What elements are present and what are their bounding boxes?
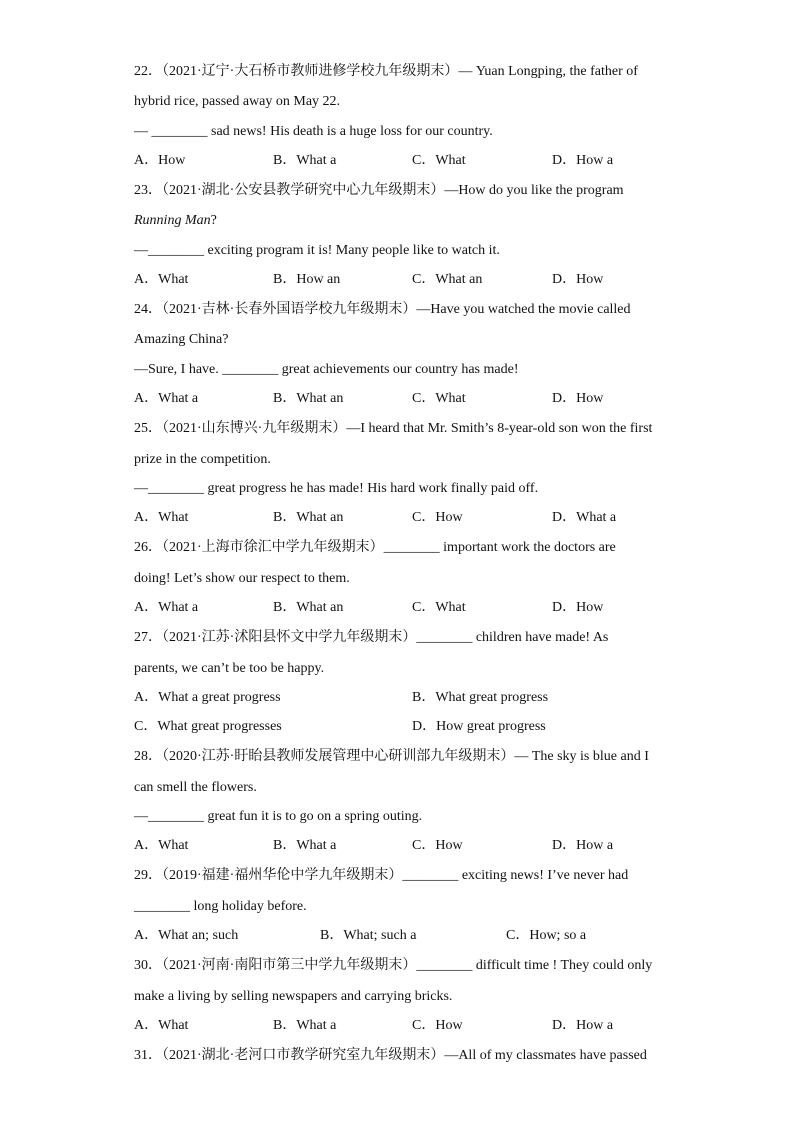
q26-option-b[interactable]: B．What an xyxy=(273,600,344,615)
q25-line-2: prize in the competition. xyxy=(134,452,271,467)
q28-line-1: 28．（2020·江苏·盱眙县教师发展管理中心研训部九年级期末）— The sky is blue and I xyxy=(134,749,649,764)
q22-option-d[interactable]: D．How a xyxy=(552,153,614,168)
q24-option-d[interactable]: D．How xyxy=(552,391,604,406)
q27-options-row-1 xyxy=(134,689,694,707)
q23-line-1: 23．（2021·湖北·公安县教学研究中心九年级期末）—How do you like the program xyxy=(134,183,624,198)
q27-options-row-2 xyxy=(134,718,694,736)
q29-line-2: ________ long holiday before. xyxy=(134,899,307,914)
q28-option-b[interactable]: B．What a xyxy=(273,838,337,853)
q22-option-c[interactable]: C．What xyxy=(412,153,466,168)
q28-option-d[interactable]: D．How a xyxy=(552,838,614,853)
q22-line-3: — ________ sad news! His death is a huge loss for our country. xyxy=(134,124,493,139)
q22-line-2: hybrid rice, passed away on May 22. xyxy=(134,94,341,109)
q27-line-1: 27．（2021·江苏·沭阳县怀文中学九年级期末）________ children have made! As xyxy=(134,630,609,645)
q27-option-a[interactable]: A．What a great progress xyxy=(134,690,281,705)
q29-option-a[interactable]: A．What an; such xyxy=(134,928,239,943)
q28-option-c[interactable]: C．How xyxy=(412,838,463,853)
q29-option-c[interactable]: C．How; so a xyxy=(506,928,587,943)
q24-option-a[interactable]: A．What a xyxy=(134,391,199,406)
q26-line-1: 26．（2021·上海市徐汇中学九年级期末）________ important work the doctors are xyxy=(134,540,616,555)
q22-option-b[interactable]: B．What a xyxy=(273,153,337,168)
q30-options xyxy=(134,1017,694,1035)
q29-options xyxy=(134,927,694,945)
q23-option-c[interactable]: C．What an xyxy=(412,272,483,287)
q25-option-d[interactable]: D．What a xyxy=(552,510,617,525)
q30-option-b[interactable]: B．What a xyxy=(273,1018,337,1033)
q30-line-1: 30．（2021·河南·南阳市第三中学九年级期末）________ difficult time ! They could only xyxy=(134,958,653,973)
q22-options xyxy=(134,152,694,170)
q24-line-2: Amazing China? xyxy=(134,332,229,347)
q26-option-c[interactable]: C．What xyxy=(412,600,466,615)
q24-option-c[interactable]: C．What xyxy=(412,391,466,406)
q29-line-1: 29．（2019·福建·福州华伦中学九年级期末）________ exciting news! I’ve never had xyxy=(134,868,629,883)
q24-line-3: —Sure, I have. ________ great achievements our country has made! xyxy=(134,362,519,377)
q27-line-2: parents, we can’t be too be happy. xyxy=(134,661,325,676)
q30-option-c[interactable]: C．How xyxy=(412,1018,463,1033)
q27-option-d[interactable]: D．How great progress xyxy=(412,719,546,734)
q29-option-b[interactable]: B．What; such a xyxy=(320,928,417,943)
q23-question-mark: ? xyxy=(210,213,217,228)
q28-options xyxy=(134,837,694,855)
q31-line-1: 31．（2021·湖北·老河口市教学研究室九年级期末）—All of my classmates have passed xyxy=(134,1048,647,1063)
q23-options xyxy=(134,271,694,289)
q26-option-d[interactable]: D．How xyxy=(552,600,604,615)
q23-option-b[interactable]: B．How an xyxy=(273,272,341,287)
q23-program-title: Running Man xyxy=(134,213,211,228)
q23-line-2 xyxy=(134,212,217,230)
q30-option-d[interactable]: D．How a xyxy=(552,1018,614,1033)
q22-option-a[interactable]: A．How xyxy=(134,153,186,168)
q26-line-2: doing! Let’s show our respect to them. xyxy=(134,571,350,586)
q25-line-3: —________ great progress he has made! His hard work finally paid off. xyxy=(134,481,539,496)
q30-line-2: make a living by selling newspapers and carrying bricks. xyxy=(134,989,453,1004)
q25-options xyxy=(134,509,694,527)
q27-option-b[interactable]: B．What great progress xyxy=(412,690,549,705)
q28-line-3: —________ great fun it is to go on a spring outing. xyxy=(134,809,423,824)
q23-option-a[interactable]: A．What xyxy=(134,272,189,287)
q25-option-b[interactable]: B．What an xyxy=(273,510,344,525)
q24-line-1: 24．（2021·吉林·长春外国语学校九年级期末）—Have you watched the movie called xyxy=(134,302,631,317)
q26-option-a[interactable]: A．What a xyxy=(134,600,199,615)
q23-line-3: —________ exciting program it is! Many people like to watch it. xyxy=(134,243,500,258)
q27-option-c[interactable]: C．What great progresses xyxy=(134,719,282,734)
q30-option-a[interactable]: A．What xyxy=(134,1018,189,1033)
q28-line-2: can smell the flowers. xyxy=(134,780,257,795)
q25-line-1: 25．（2021·山东博兴·九年级期末）—I heard that Mr. Smith’s 8-year-old son won the first xyxy=(134,421,653,436)
q24-option-b[interactable]: B．What an xyxy=(273,391,344,406)
q26-options xyxy=(134,599,694,617)
q24-options xyxy=(134,390,694,408)
q23-option-d[interactable]: D．How xyxy=(552,272,604,287)
q28-option-a[interactable]: A．What xyxy=(134,838,189,853)
q25-option-c[interactable]: C．How xyxy=(412,510,463,525)
q22-line-1: 22．（2021·辽宁·大石桥市教师进修学校九年级期末）— Yuan Longping, the father of xyxy=(134,64,638,79)
q25-option-a[interactable]: A．What xyxy=(134,510,189,525)
